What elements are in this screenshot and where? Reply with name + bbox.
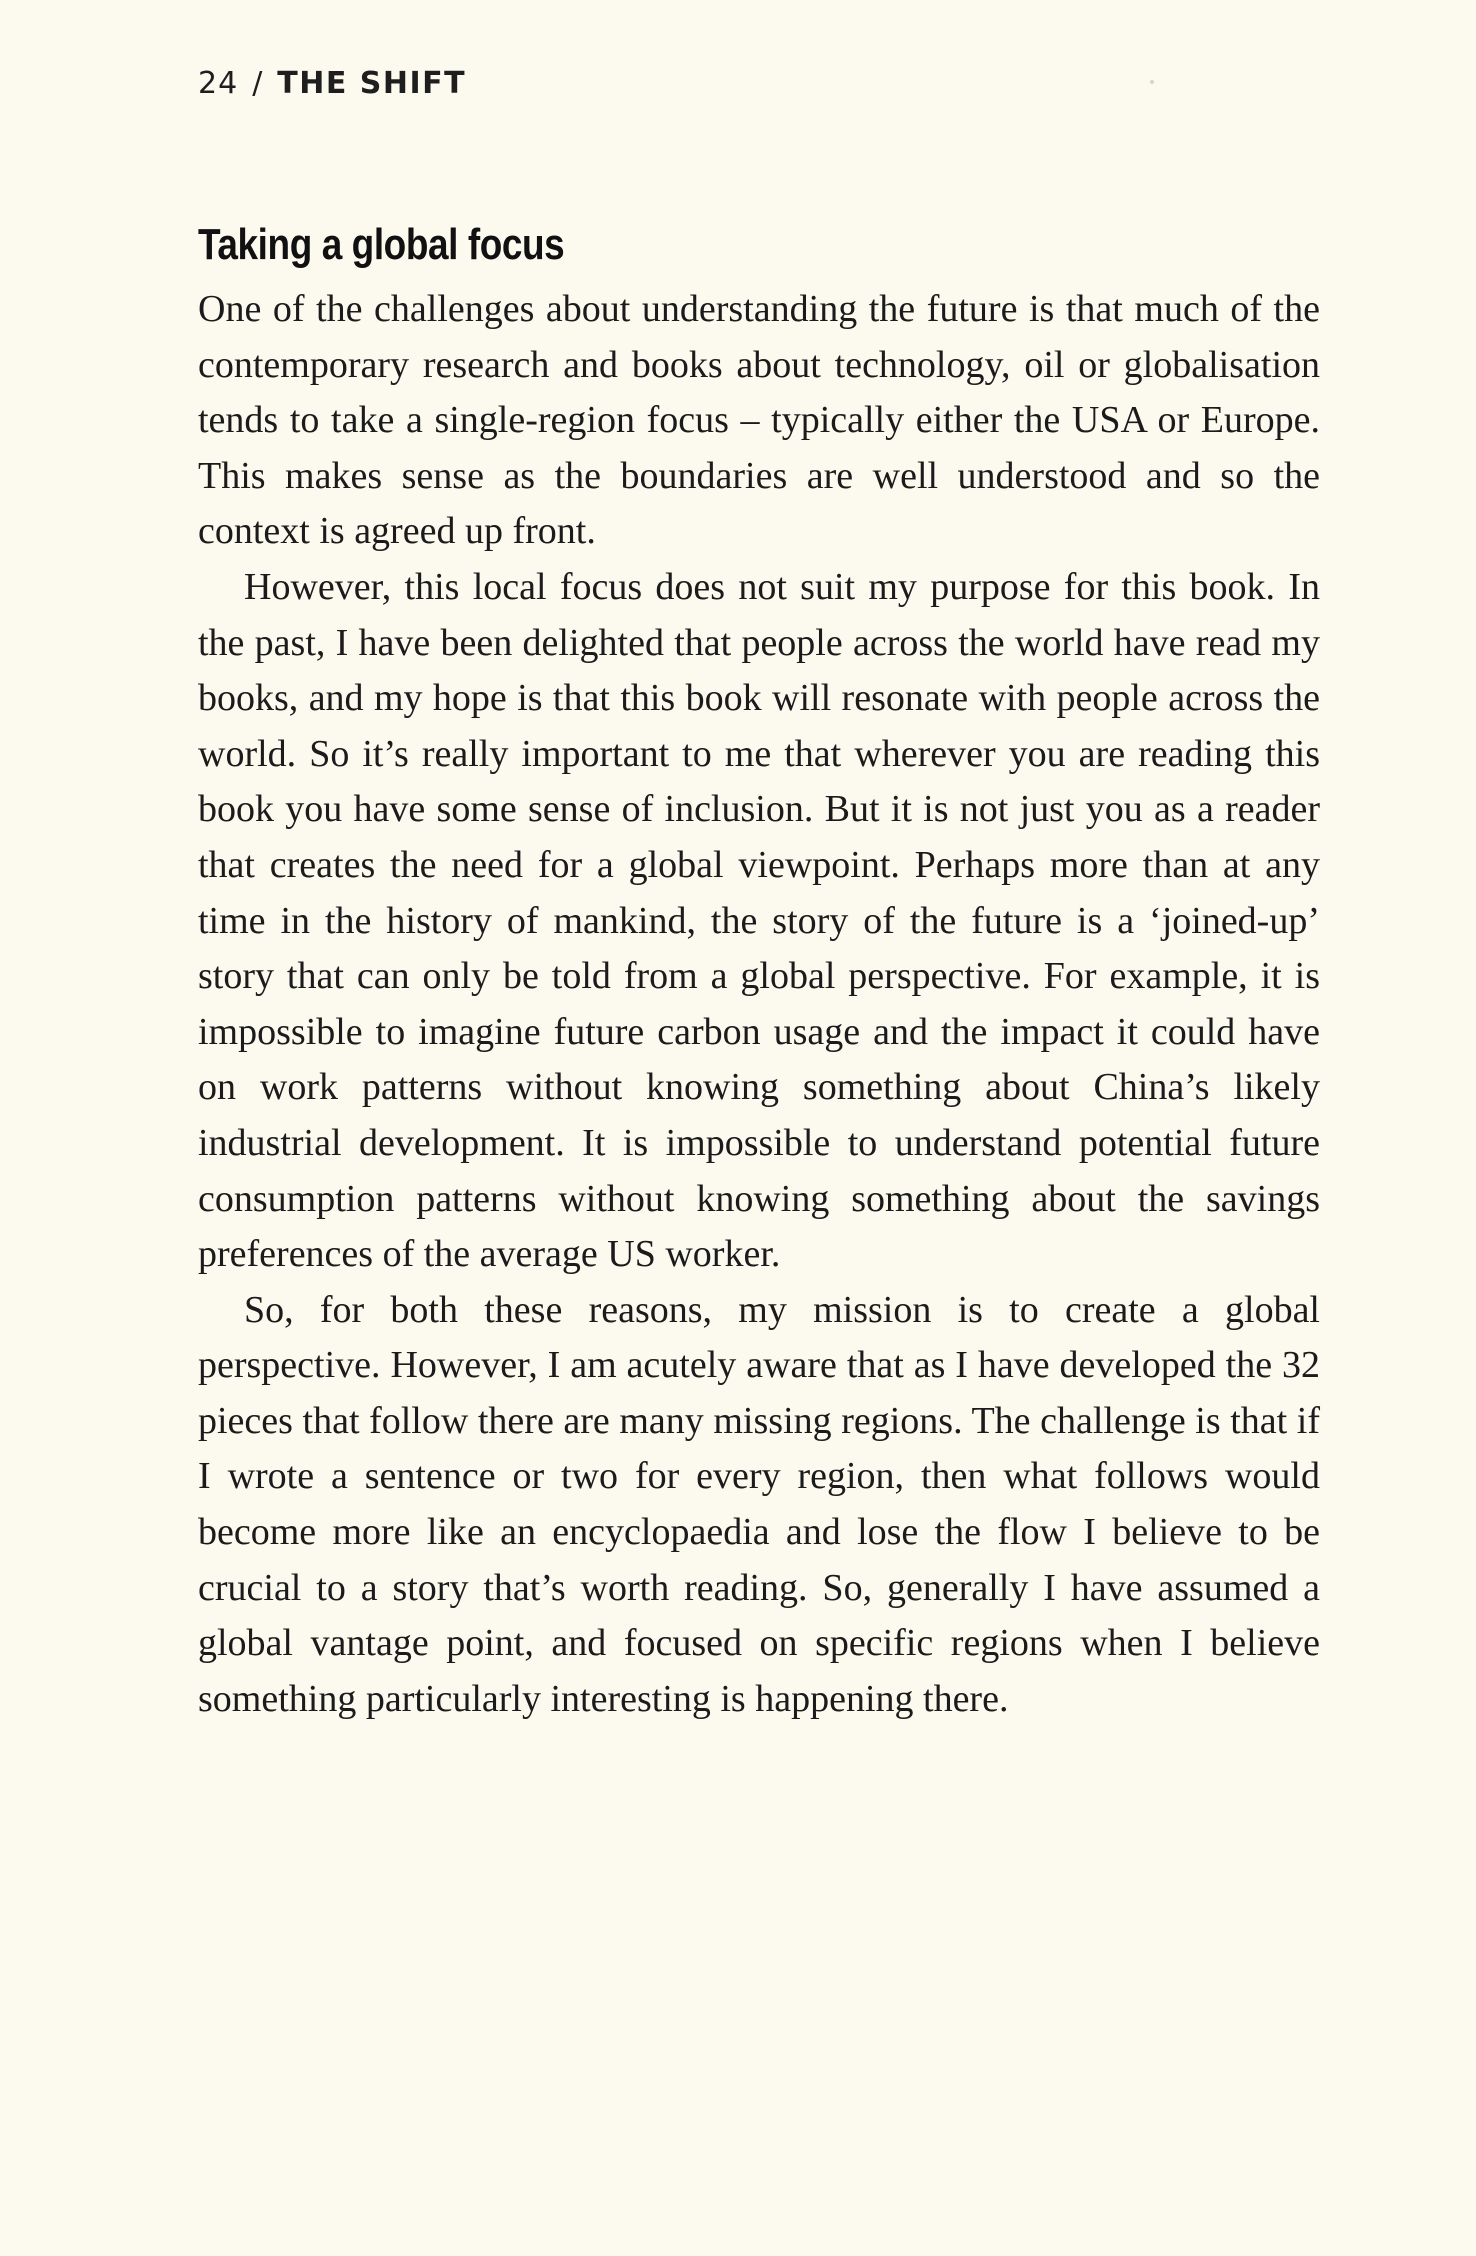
running-head — [198, 66, 466, 101]
page-number: 24 — [198, 66, 239, 101]
scan-speck — [1150, 80, 1154, 84]
section-heading: Taking a global focus — [198, 220, 565, 269]
running-head-separator: / — [252, 66, 264, 101]
body-text — [198, 282, 1320, 1727]
paragraph-1: One of the challenges about understanding the future is that much of the contemporary research and books about technology, oil or globalisation tends to take a single-region focus – typically either the USA or Europe. This makes sense as the boundaries are well understood and so the context is agreed up front. — [198, 288, 1320, 553]
paragraph-3: So, for both these reasons, my mission is to create a global perspective. However, I am acutely aware that as I have developed the 32 pieces that follow there are many missing regions. The challenge is that if I wrote a sentence or two for every region, then what follows would become more like an encyclopaedia and lose the flow I believe to be crucial to a story that’s worth reading. So, generally I have assumed a global vantage point, and focused on specific regions when I believe something particularly interesting is happening there. — [198, 1288, 1320, 1720]
paragraph-2: However, this local focus does not suit my purpose for this book. In the past, I have been delighted that people across the world have read my books, and my hope is that this book will resonate with people across the world. So it’s really important to me that wherever you are reading this book you have some sense of inclusion. But it is not just you as a reader that creates the need for a global viewpoint. Perhaps more than at any time in the history of mankind, the story of the future is a ‘joined-up’ story that can only be told from a global perspective. For example, it is impossible to imagine future carbon usage and the impact it could have on work patterns without knowing something about China’s likely industrial development. It is impossible to understand potential future consumption patterns without knowing something about the savings preferences of the average US worker. — [198, 565, 1320, 1276]
book-title: THE SHIFT — [277, 66, 467, 101]
